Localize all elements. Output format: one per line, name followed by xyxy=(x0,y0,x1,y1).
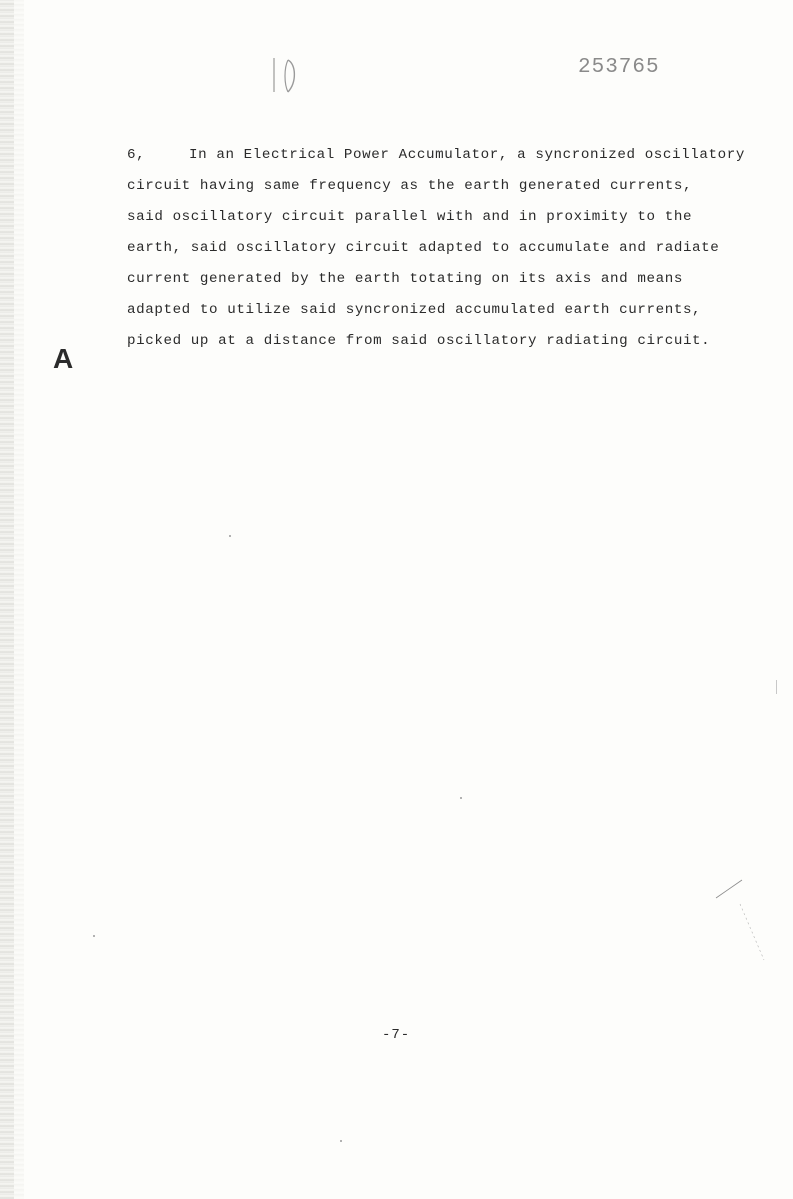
claim-paragraph xyxy=(127,140,767,357)
claim-line: current generated by the earth totating on its axis and means xyxy=(127,271,683,287)
claim-line xyxy=(127,140,767,171)
scan-speck xyxy=(340,1140,342,1142)
claim-line: earth, said oscillatory circuit adapted to accumulate and radiate xyxy=(127,240,720,256)
scan-speck xyxy=(776,680,777,694)
page-number: -7- xyxy=(382,1027,411,1043)
claim-number: 6, xyxy=(127,147,146,163)
scan-speck xyxy=(460,797,462,799)
scan-edge xyxy=(0,0,14,1199)
claim-line-text: In an Electrical Power Accumulator, a syncronized oscillatory xyxy=(189,147,745,163)
claim-line: circuit having same frequency as the earth generated currents, xyxy=(127,178,693,194)
scan-speck xyxy=(93,935,95,937)
claim-line: said oscillatory circuit parallel with and in proximity to the xyxy=(127,209,693,225)
claim-line: adapted to utilize said syncronized accumulated earth currents, xyxy=(127,302,702,318)
scan-edge-shadow xyxy=(14,0,24,1199)
scan-speck xyxy=(229,535,231,537)
handwritten-mark xyxy=(266,52,306,108)
pencil-stroke-mark xyxy=(712,876,772,966)
margin-annotation: A xyxy=(53,343,74,374)
document-number: 253765 xyxy=(578,56,660,79)
claim-line: picked up at a distance from said oscillatory radiating circuit. xyxy=(127,333,711,349)
